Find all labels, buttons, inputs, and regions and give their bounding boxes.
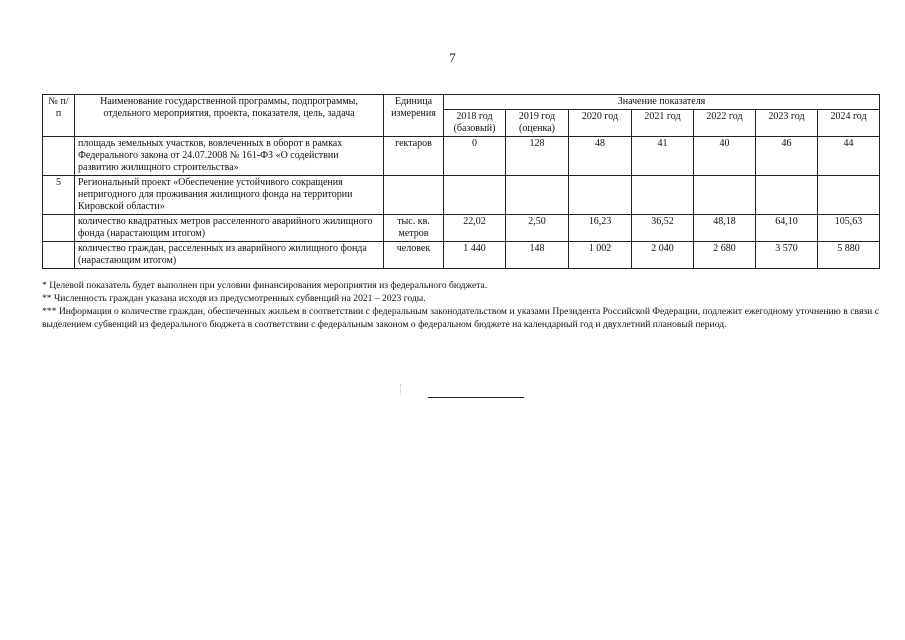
row-value bbox=[444, 176, 506, 215]
footnote-2: ** Численность граждан указана исходя из предусмотренных субвенций на 2021 – 2023 годы. bbox=[42, 293, 426, 304]
row-value bbox=[818, 176, 880, 215]
row-name: количество граждан, расселенных из аварийного жилищного фонда (нарастающим итогом) bbox=[75, 242, 384, 269]
header-year: 2022 год bbox=[694, 110, 756, 137]
row-value: 40 bbox=[694, 137, 756, 176]
row-value bbox=[632, 176, 694, 215]
row-name: площадь земельных участков, вовлеченных в оборот в рамках Федерального закона от 24.07.2008 № 161-ФЗ «О содействии развитию жилищного строительства» bbox=[75, 137, 384, 176]
footnotes bbox=[42, 279, 879, 331]
row-value bbox=[694, 176, 756, 215]
indicators-table bbox=[42, 94, 880, 269]
header-year: 2023 год bbox=[756, 110, 818, 137]
row-value: 105,63 bbox=[818, 215, 880, 242]
header-name: Наименование государственной программы, подпрограммы, отдельного мероприятия, проекта, показателя, цель, задача bbox=[75, 95, 384, 137]
header-values-group: Значение показателя bbox=[444, 95, 880, 110]
row-value: 36,52 bbox=[632, 215, 694, 242]
row-value: 2 040 bbox=[632, 242, 694, 269]
scan-artifact bbox=[400, 384, 409, 394]
row-unit: тыс. кв. метров bbox=[384, 215, 444, 242]
header-num: № п/п bbox=[43, 95, 75, 137]
header-year: 2019 год (оценка) bbox=[506, 110, 569, 137]
row-num bbox=[43, 137, 75, 176]
footnote-1: * Целевой показатель будет выполнен при условии финансирования мероприятия из федерального бюджета. bbox=[42, 280, 488, 291]
row-num bbox=[43, 215, 75, 242]
table-row bbox=[43, 215, 880, 242]
row-value: 22,02 bbox=[444, 215, 506, 242]
header-unit: Единица измерения bbox=[384, 95, 444, 137]
row-value: 2,50 bbox=[506, 215, 569, 242]
row-value: 128 bbox=[506, 137, 569, 176]
row-value bbox=[506, 176, 569, 215]
row-value bbox=[569, 176, 632, 215]
row-name: количество квадратных метров расселенного аварийного жилищного фонда (нарастающим итогом) bbox=[75, 215, 384, 242]
table-row bbox=[43, 176, 880, 215]
row-value: 5 880 bbox=[818, 242, 880, 269]
row-value: 48,18 bbox=[694, 215, 756, 242]
row-value: 1 002 bbox=[569, 242, 632, 269]
header-year: 2018 год (базовый) bbox=[444, 110, 506, 137]
row-value: 3 570 bbox=[756, 242, 818, 269]
row-unit: гектаров bbox=[384, 137, 444, 176]
row-unit bbox=[384, 176, 444, 215]
page-number: 7 bbox=[449, 50, 456, 65]
header-year: 2020 год bbox=[569, 110, 632, 137]
row-value: 46 bbox=[756, 137, 818, 176]
signature-line bbox=[428, 397, 524, 398]
row-value: 64,10 bbox=[756, 215, 818, 242]
row-value: 41 bbox=[632, 137, 694, 176]
row-value: 2 680 bbox=[694, 242, 756, 269]
row-value bbox=[756, 176, 818, 215]
header-year: 2021 год bbox=[632, 110, 694, 137]
row-value: 1 440 bbox=[444, 242, 506, 269]
header-year: 2024 год bbox=[818, 110, 880, 137]
table-row bbox=[43, 242, 880, 269]
row-value: 16,23 bbox=[569, 215, 632, 242]
footnote-3: *** Информация о количестве граждан, обеспеченных жильем в соответствии с федеральным законодательством и указами Президента Российской Федерации, подлежит ежегодному уточнению в связи с выделением субвенций из федерального бюджета в соответствии с федеральным законом о федеральном бюджете на календарный год и двухлетний плановый период. bbox=[42, 306, 879, 330]
row-value: 148 bbox=[506, 242, 569, 269]
row-value: 48 bbox=[569, 137, 632, 176]
row-unit: человек bbox=[384, 242, 444, 269]
row-num: 5 bbox=[43, 176, 75, 215]
table-row bbox=[43, 137, 880, 176]
row-name: Региональный проект «Обеспечение устойчивого сокращения непригодного для проживания жилищного фонда на территории Кировской области» bbox=[75, 176, 384, 215]
row-value: 0 bbox=[444, 137, 506, 176]
header-row-top bbox=[43, 95, 880, 110]
row-num bbox=[43, 242, 75, 269]
row-value: 44 bbox=[818, 137, 880, 176]
